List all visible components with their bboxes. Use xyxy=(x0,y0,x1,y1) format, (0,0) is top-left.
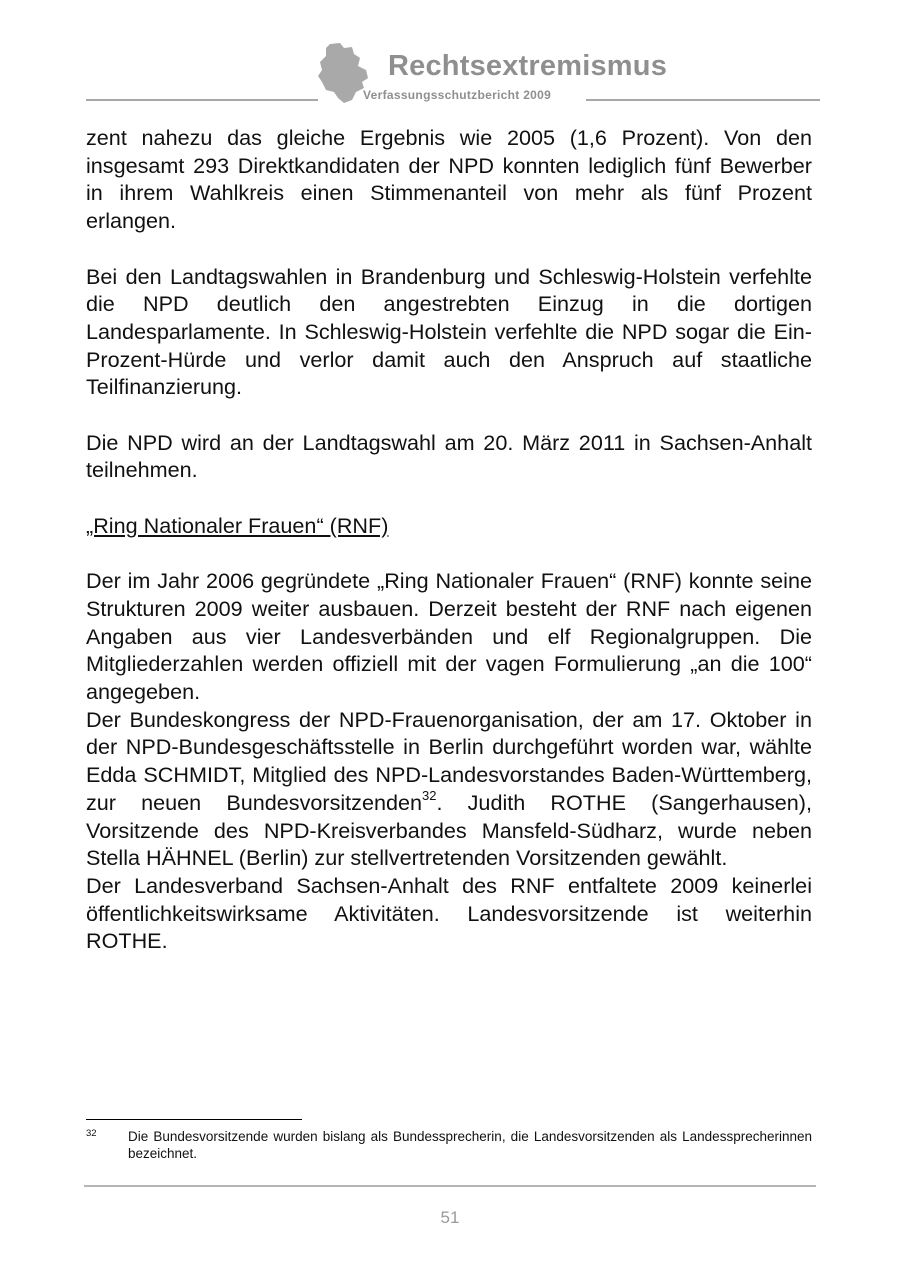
footnote xyxy=(86,1128,812,1162)
footnote-separator xyxy=(86,1119,302,1120)
header-rule-right xyxy=(586,99,820,101)
paragraph-5-text-a: Der Bundeskongress der NPD-Frauenorganisation, der am 17. Oktober in der NPD-Bundesgeschäftsstelle in Berlin durchgeführt worden war, wählte Edda SCHMIDT, Mitglied des NPD-Landesvorstandes Baden-Württemberg, zur neuen Bundesvorsitzenden xyxy=(86,706,812,815)
footnote-reference[interactable]: 32 xyxy=(422,787,437,803)
footnote-text: Die Bundesvorsitzende wurden bislang als Bundessprecherin, die Landesvorsitzenden als Landessprecherinnen bezeichnet. xyxy=(128,1129,812,1161)
paragraph-1: zent nahezu das gleiche Ergebnis wie 2005 (1,6 Prozent). Von den insgesamt 293 Direktkandidaten der NPD konnten lediglich fünf Bewerber in ihrem Wahlkreis einen Stimmenanteil von mehr als fünf Prozent erlangen. xyxy=(86,125,812,234)
header-subtitle: Verfassungsschutzbericht 2009 xyxy=(363,88,552,102)
paragraph-2: Bei den Landtagswahlen in Brandenburg und Schleswig-Holstein verfehlte die NPD deutlich den angestrebten Einzug in die dortigen Landesparlamente. In Schleswig-Holstein verfehlte die NPD sogar die Ein-Prozent-Hürde und verlor damit auch den Anspruch auf staatliche Teilfinanzierung. xyxy=(86,263,812,400)
main-content xyxy=(86,124,812,955)
footnote-number: 32 xyxy=(86,1128,97,1139)
page-number: 51 xyxy=(440,1208,460,1227)
paragraph-5 xyxy=(86,706,812,872)
footer-rule xyxy=(84,1185,816,1187)
section-heading: „Ring Nationaler Frauen“ (RNF) xyxy=(86,512,389,538)
header-brand-title: Rechtsextremismus xyxy=(388,50,668,82)
page-header xyxy=(0,0,900,110)
paragraph-3: Die NPD wird an der Landtagswahl am 20. März 2011 in Sachsen-Anhalt teilnehmen. xyxy=(86,429,812,483)
paragraph-6: Der Landesverband Sachsen-Anhalt des RNF entfaltete 2009 keinerlei öffentlichkeitswirksame Aktivitäten. Landesvorsitzende ist weiterhin ROTHE. xyxy=(86,872,812,954)
paragraph-5-text-b: . Judith ROTHE (Sangerhausen), Vorsitzende des NPD-Kreisverbandes Mansfeld-Südharz, wurde neben Stella HÄHNEL (Berlin) zur stellvertretenden Vorsitzenden gewählt. xyxy=(86,789,812,871)
paragraph-4: Der im Jahr 2006 gegründete „Ring Nationaler Frauen“ (RNF) konnte seine Strukturen 2009 weiter ausbauen. Derzeit besteht der RNF nach eigenen Angaben aus vier Landesverbänden und elf Regionalgruppen. Die Mitgliederzahlen werden offiziell mit der vagen Formulierung „an die 100“ angegeben. xyxy=(86,568,812,704)
header-rule-left xyxy=(86,99,318,101)
